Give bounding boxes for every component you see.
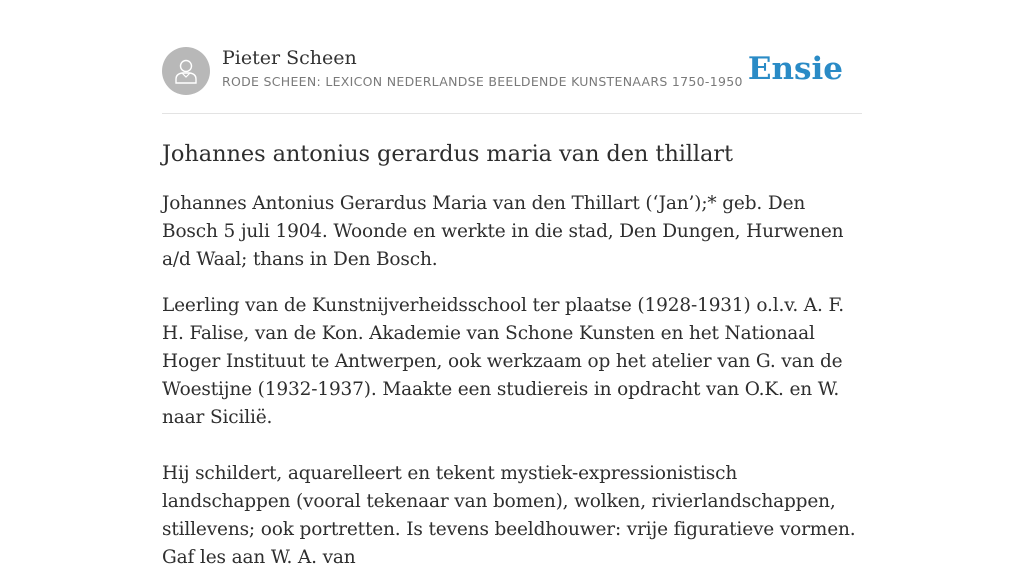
article-header (162, 0, 862, 114)
article-paragraph: Leerling van de Kunstnijverheidsschool ter plaatse (1928-1931) o.l.v. A. F. H. Falise, van de Kon. Akademie van Schone Kunsten en het Nationaal Hoger Instituut te Antwerpen, ook werkzaam op het atelier van G. van de Woestijne (1932-1937). Maakte een studiereis in opdracht van O.K. en W. naar Sicilië. (162, 295, 845, 428)
avatar[interactable] (162, 47, 210, 95)
user-icon (171, 56, 201, 86)
content-container (162, 0, 862, 572)
source-title[interactable]: RODE SCHEEN: LEXICON NEDERLANDSE BEELDENDE KUNSTENAARS 1750-1950 (222, 74, 743, 89)
article-title: Johannes antonius gerardus maria van den thillart (162, 141, 733, 167)
article-paragraph: Johannes Antonius Gerardus Maria van den Thillart (‘Jan’);* geb. Den Bosch 5 juli 1904. Woonde en werkte in die stad, Den Dungen, Hurwenen a/d Waal; thans in Den Bosch. (162, 193, 844, 270)
author-name[interactable]: Pieter Scheen (222, 47, 357, 69)
ensie-logo[interactable]: Ensie (747, 51, 843, 87)
author-block (222, 45, 743, 92)
article-paragraph: Hij schildert, aquarelleert en tekent mystiek-expressionistisch landschappen (vooral tekenaar van bomen), wolken, rivierlandschappen, stillevens; ook portretten. Is tevens beeldhouwer: vrije figuratieve vormen. Gaf les aan W. A. van (162, 463, 856, 568)
